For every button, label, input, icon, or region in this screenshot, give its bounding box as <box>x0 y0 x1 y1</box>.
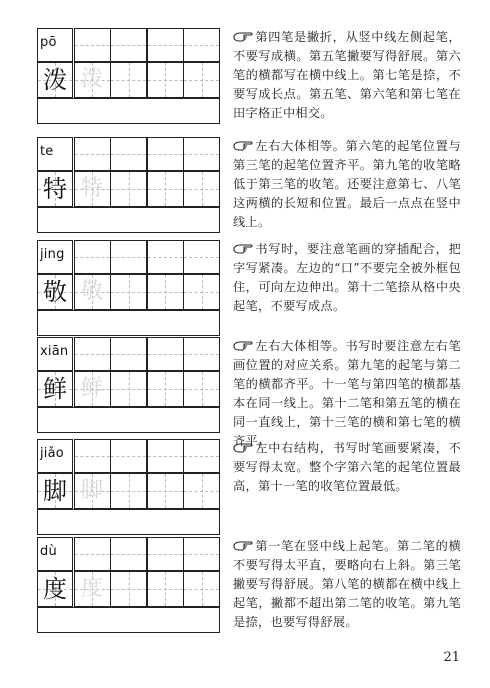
pinyin-text: jing <box>40 247 65 262</box>
character-practice-cell <box>147 473 184 509</box>
pinyin-practice-cell <box>147 337 184 371</box>
pinyin-text: dù <box>40 544 57 559</box>
pinyin-text: pō <box>40 35 57 50</box>
writing-row <box>37 98 220 124</box>
pinyin-practice-cell <box>74 337 111 371</box>
practice-grid <box>37 137 219 233</box>
pinyin-practice-cell <box>183 137 220 171</box>
writing-row <box>37 310 220 336</box>
practice-grid <box>37 537 219 633</box>
pinyin-text: jiǎo <box>40 446 64 461</box>
writing-tip <box>233 337 461 451</box>
trace-character: 度 <box>80 576 103 601</box>
character-practice-cell <box>183 371 220 407</box>
pinyin-cell <box>37 439 73 473</box>
writing-tip-text: 左中右结构，书写时笔画要紧凑，不要写得太宽。整个字第六笔的起笔位置最高，第十一笔的收笔位置最低。 <box>233 441 461 493</box>
character-practice-cell <box>183 274 220 310</box>
writing-row <box>37 407 220 433</box>
writing-tip-text: 第四笔是撇折，从竖中线左侧起笔，不要写成横。第五笔撇要写得舒展。第六笔的横都写在横中线上。第七笔是捺，不要写成长点。第五笔、第六笔和第七笔在田字格正中相交。 <box>233 30 461 120</box>
pinyin-practice-cell <box>110 240 147 274</box>
writing-row <box>37 509 220 535</box>
writing-tip-text: 左右大体相等。书写时要注意左右笔画位置的对应关系。第九笔的起笔与第二笔的横都齐平。十一笔与第四笔的横都基本在同一线上。第十二笔和第五笔的横在同一直线上，第十三笔的横和第七笔的横齐平。 <box>233 339 461 448</box>
pinyin-cell <box>37 537 73 571</box>
trace-character: 敬 <box>80 279 103 304</box>
pinyin-practice-cell <box>110 537 147 571</box>
pinyin-practice-cell <box>183 240 220 274</box>
character-practice-cell <box>147 171 184 207</box>
pinyin-practice-cell <box>183 28 220 62</box>
trace-character: 鲜 <box>80 376 103 401</box>
lesson-row <box>0 240 490 336</box>
writing-tip <box>233 439 461 496</box>
character-practice-cell <box>183 571 220 607</box>
pinyin-text: te <box>40 144 54 159</box>
character-text: 度 <box>43 575 67 603</box>
character-text: 脚 <box>43 477 67 505</box>
character-practice-cell <box>147 62 184 98</box>
lesson-row <box>0 537 490 633</box>
writing-tip <box>233 537 461 632</box>
pinyin-practice-cell <box>147 537 184 571</box>
writing-row <box>37 207 220 233</box>
character-practice-cell <box>110 62 147 98</box>
character-practice-cell <box>110 171 147 207</box>
pinyin-practice-cell <box>183 337 220 371</box>
writing-tip-text: 书写时，要注意笔画的穿插配合，把字写紧凑。左边的“口”不要完全被外框包住，可向左边伸出。第十二笔捺从格中央起笔，不要写成点。 <box>233 242 461 313</box>
writing-tip <box>233 137 461 232</box>
practice-grid <box>37 439 219 535</box>
pinyin-practice-cell <box>110 28 147 62</box>
pinyin-practice-cell <box>183 537 220 571</box>
pinyin-practice-cell <box>74 137 111 171</box>
pinyin-practice-cell <box>110 337 147 371</box>
pinyin-practice-cell <box>183 439 220 473</box>
pinyin-practice-cell <box>74 28 111 62</box>
character-practice-cell <box>147 274 184 310</box>
lesson-row <box>0 137 490 233</box>
pointing-hand-icon <box>233 539 253 551</box>
character-practice-cell <box>110 371 147 407</box>
character-practice-cell <box>183 62 220 98</box>
character-practice-cell <box>147 371 184 407</box>
pinyin-practice-cell <box>110 137 147 171</box>
pointing-hand-icon <box>233 242 253 254</box>
trace-character: 脚 <box>80 478 103 503</box>
character-practice-cell <box>110 571 147 607</box>
character-text: 敬 <box>43 278 67 306</box>
writing-row <box>37 607 220 633</box>
character-text: 鲜 <box>43 375 67 403</box>
pinyin-practice-cell <box>74 240 111 274</box>
trace-character: 特 <box>80 176 103 201</box>
pinyin-practice-cell <box>74 439 111 473</box>
pinyin-practice-cell <box>110 439 147 473</box>
pinyin-cell <box>37 28 73 62</box>
character-practice-cell <box>110 473 147 509</box>
character-practice-cell <box>147 571 184 607</box>
character-practice-cell <box>110 274 147 310</box>
pinyin-text: xiān <box>40 344 69 359</box>
page-number: 21 <box>443 650 460 665</box>
character-text: 特 <box>43 175 67 203</box>
pointing-hand-icon <box>233 30 253 42</box>
pinyin-practice-cell <box>147 439 184 473</box>
practice-grid <box>37 28 219 124</box>
lesson-row <box>0 439 490 535</box>
character-practice-cell <box>183 171 220 207</box>
pointing-hand-icon <box>233 441 253 453</box>
practice-grid <box>37 240 219 336</box>
pinyin-practice-cell <box>147 240 184 274</box>
lesson-row <box>0 28 490 124</box>
writing-tip <box>233 240 461 316</box>
lesson-row <box>0 337 490 448</box>
pinyin-cell <box>37 240 73 274</box>
pointing-hand-icon <box>233 139 253 151</box>
trace-character: 泼 <box>80 67 103 92</box>
writing-tip-text: 左右大体相等。第六笔的起笔位置与第三笔的起笔位置齐平。第九笔的收笔略低于第三笔的收笔。还要注意第七、八笔这两横的长短和位置。最后一点点在竖中线上。 <box>233 139 461 229</box>
pinyin-practice-cell <box>147 137 184 171</box>
pinyin-practice-cell <box>74 537 111 571</box>
pinyin-practice-cell <box>147 28 184 62</box>
character-practice-cell <box>183 473 220 509</box>
practice-grid <box>37 337 219 433</box>
character-text: 泼 <box>43 66 67 94</box>
pointing-hand-icon <box>233 339 253 351</box>
writing-tip <box>233 28 461 123</box>
pinyin-cell <box>37 337 73 371</box>
writing-tip-text: 第一笔在竖中线上起笔。第二笔的横不要写得太平直，要略向右上斜。第三笔撇要写得舒展。第八笔的横都在横中线上起笔，撇都不超出第二笔的收笔。第九笔是捺，也要写得舒展。 <box>233 539 461 629</box>
pinyin-cell <box>37 137 73 171</box>
